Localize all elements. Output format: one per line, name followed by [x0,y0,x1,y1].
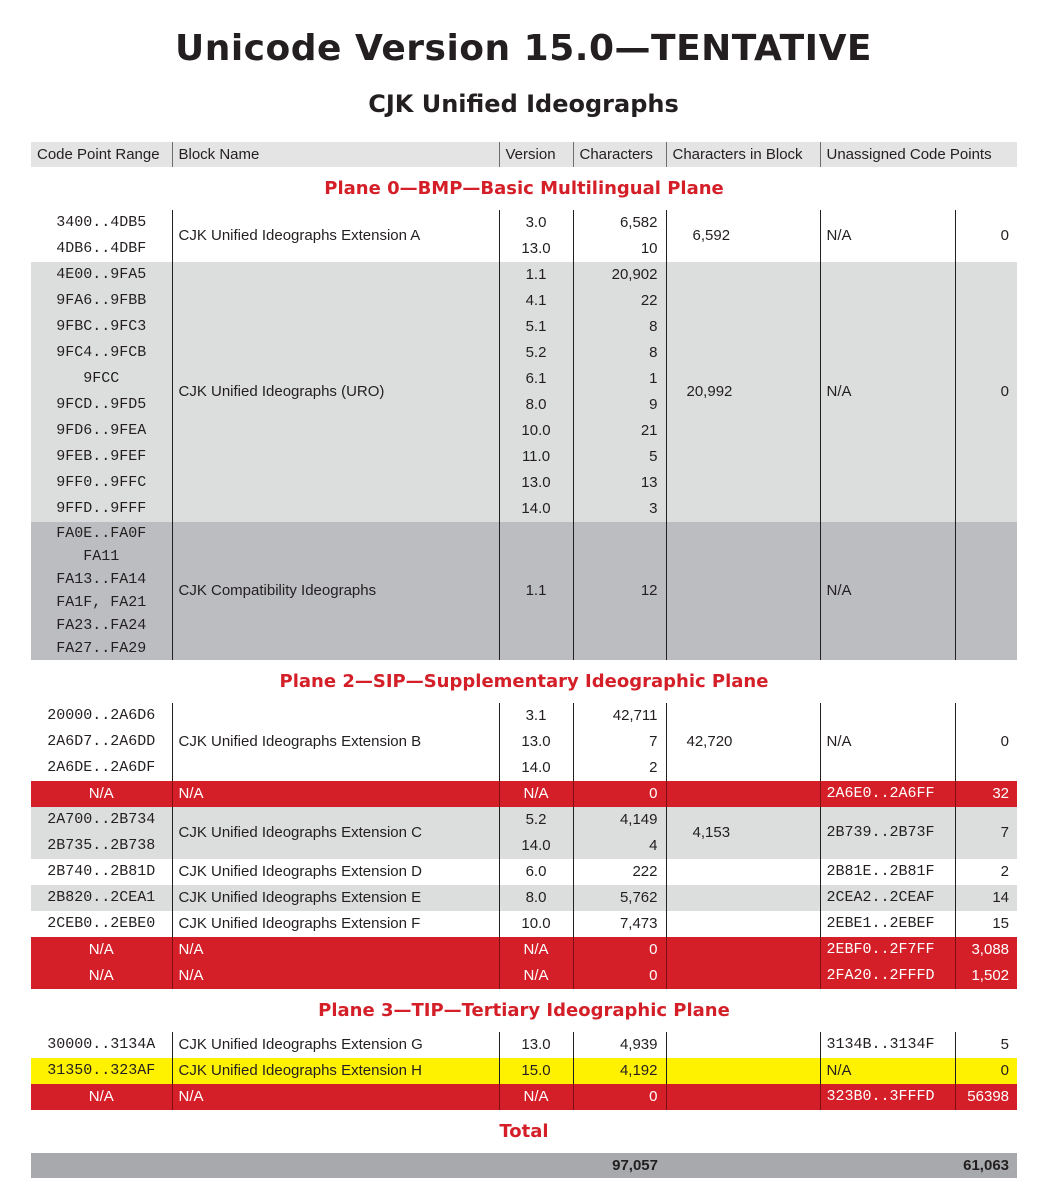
table-row-unassigned [31,937,1017,963]
header-code-point-range: Code Point Range [31,142,172,167]
range-cell: 9FA6..9FBB [31,288,172,314]
unassigned-cell: 3134B..3134F [820,1032,955,1058]
unassigned-cell: 2B81E..2B81F [820,859,955,885]
range-line: FA11 [83,548,120,565]
range-cell: 2CEB0..2EBE0 [31,911,172,937]
range-cell: 9FBC..9FC3 [31,314,172,340]
in-block-cell: 6,592 [666,210,820,262]
version-cell: 3.0 [499,210,573,236]
range-cell: 4DB6..4DBF [31,236,172,262]
in-block-cell [666,781,820,807]
table-row [31,210,1017,236]
total-unassigned: 61,063 [955,1153,1017,1178]
unassigned-count-cell: 32 [955,781,1017,807]
characters-cell: 0 [573,1084,666,1110]
unassigned-count-cell: 0 [955,703,1017,781]
unassigned-count-cell: 14 [955,885,1017,911]
characters-cell: 4,939 [573,1032,666,1058]
version-cell: 5.2 [499,340,573,366]
characters-cell: 0 [573,937,666,963]
version-cell: N/A [499,937,573,963]
range-cell: 2B735..2B738 [31,833,172,859]
characters-cell: 10 [573,236,666,262]
in-block-cell [666,911,820,937]
range-cell: 9FCD..9FD5 [31,392,172,418]
in-block-cell: 42,720 [666,703,820,781]
block-name-cell: CJK Unified Ideographs Extension E [172,885,499,911]
unassigned-count-cell: 3,088 [955,937,1017,963]
range-cell: N/A [31,1084,172,1110]
block-name-cell: CJK Unified Ideographs Extension C [172,807,499,859]
block-name-cell: CJK Unified Ideographs Extension G [172,1032,499,1058]
range-cell: 2B740..2B81D [31,859,172,885]
range-cell: 30000..3134A [31,1032,172,1058]
unassigned-cell: 2CEA2..2CEAF [820,885,955,911]
in-block-cell [666,1084,820,1110]
block-name-cell: N/A [172,781,499,807]
characters-cell: 12 [573,522,666,660]
version-cell: 6.1 [499,366,573,392]
in-block-cell: 20,992 [666,262,820,522]
characters-cell: 9 [573,392,666,418]
unassigned-cell: N/A [820,1058,955,1084]
range-cell: 9FCC [31,366,172,392]
version-cell: 10.0 [499,418,573,444]
block-name-cell: CJK Unified Ideographs Extension B [172,703,499,781]
table-row [31,807,1017,833]
version-cell: 13.0 [499,729,573,755]
characters-cell: 6,582 [573,210,666,236]
block-name-cell: CJK Unified Ideographs (URO) [172,262,499,522]
table-row-unassigned [31,1084,1017,1110]
version-cell: 11.0 [499,444,573,470]
in-block-cell [666,963,820,989]
range-cell: N/A [31,963,172,989]
table-row [31,522,1017,660]
version-cell: 14.0 [499,755,573,781]
unassigned-count-cell: 2 [955,859,1017,885]
table-row [31,703,1017,729]
characters-cell: 21 [573,418,666,444]
range-cell: 2A6D7..2A6DD [31,729,172,755]
block-name-cell: CJK Compatibility Ideographs [172,522,499,660]
header-unassigned-code-points: Unassigned Code Points [820,142,1017,167]
range-cell: 4E00..9FA5 [31,262,172,288]
unassigned-count-cell: 5 [955,1032,1017,1058]
cjk-table [31,142,1017,1178]
in-block-cell [666,1058,820,1084]
unassigned-cell: N/A [820,703,955,781]
table-row [31,885,1017,911]
version-cell: 10.0 [499,911,573,937]
unassigned-cell: N/A [820,522,955,660]
characters-cell: 0 [573,781,666,807]
version-cell: 1.1 [499,262,573,288]
version-cell: 4.1 [499,288,573,314]
characters-cell: 8 [573,314,666,340]
header-version: Version [499,142,573,167]
section-plane-0: Plane 0—BMP—Basic Multilingual Plane [31,167,1017,210]
block-name-cell: CJK Unified Ideographs Extension F [172,911,499,937]
characters-cell: 4,192 [573,1058,666,1084]
range-line: FA13..FA14 [56,571,147,588]
version-cell: 5.2 [499,807,573,833]
unassigned-count-cell: 0 [955,210,1017,262]
block-name-cell: N/A [172,1084,499,1110]
table-row [31,262,1017,288]
range-cell: 9FC4..9FCB [31,340,172,366]
header-characters-in-block: Characters in Block [666,142,820,167]
version-cell: 5.1 [499,314,573,340]
range-line: FA1F, FA21 [56,594,147,611]
in-block-cell [666,522,820,660]
version-cell: 14.0 [499,833,573,859]
version-cell: 13.0 [499,1032,573,1058]
unassigned-cell: N/A [820,262,955,522]
version-cell: N/A [499,963,573,989]
in-block-cell [666,937,820,963]
section-plane-2: Plane 2—SIP—Supplementary Ideographic Plane [31,660,1017,703]
page-subtitle: CJK Unified Ideographs [368,90,679,118]
unassigned-cell: 323B0..3FFFD [820,1084,955,1110]
unassigned-count-cell [955,522,1017,660]
characters-cell: 3 [573,496,666,522]
table-row-unassigned [31,963,1017,989]
version-cell: 6.0 [499,859,573,885]
characters-cell: 5,762 [573,885,666,911]
characters-cell: 4,149 [573,807,666,833]
header-block-name: Block Name [172,142,499,167]
table-row [31,911,1017,937]
block-name-cell: CJK Unified Ideographs Extension D [172,859,499,885]
total-row [31,1153,1017,1178]
unassigned-count-cell: 56398 [955,1084,1017,1110]
characters-cell: 22 [573,288,666,314]
range-cell: N/A [31,781,172,807]
version-cell: 13.0 [499,470,573,496]
section-total: Total [31,1110,1017,1153]
characters-cell: 222 [573,859,666,885]
table-row [31,1032,1017,1058]
range-cell: 9FD6..9FEA [31,418,172,444]
characters-cell: 20,902 [573,262,666,288]
block-name-cell: CJK Unified Ideographs Extension A [172,210,499,262]
range-cell: 20000..2A6D6 [31,703,172,729]
section-plane-3: Plane 3—TIP—Tertiary Ideographic Plane [31,989,1017,1032]
characters-cell: 7 [573,729,666,755]
version-cell: 15.0 [499,1058,573,1084]
unassigned-cell: 2A6E0..2A6FF [820,781,955,807]
table-row-new [31,1058,1017,1084]
unassigned-count-cell: 0 [955,262,1017,522]
version-cell: 8.0 [499,392,573,418]
in-block-cell [666,859,820,885]
range-line: FA23..FA24 [56,617,147,634]
unassigned-cell: 2FA20..2FFFD [820,963,955,989]
unassigned-count-cell: 7 [955,807,1017,859]
unassigned-count-cell: 15 [955,911,1017,937]
unassigned-cell: 2EBE1..2EBEF [820,911,955,937]
page-title: Unicode Version 15.0—TENTATIVE [174,28,873,69]
total-characters: 97,057 [573,1153,666,1178]
unassigned-count-cell: 0 [955,1058,1017,1084]
range-cell: 9FF0..9FFC [31,470,172,496]
characters-cell: 13 [573,470,666,496]
characters-cell: 5 [573,444,666,470]
characters-cell: 1 [573,366,666,392]
unassigned-cell: 2EBF0..2F7FF [820,937,955,963]
version-cell: 13.0 [499,236,573,262]
version-cell: N/A [499,1084,573,1110]
range-cell: 9FEB..9FEF [31,444,172,470]
range-cell: 2A6DE..2A6DF [31,755,172,781]
range-cell: 2B820..2CEA1 [31,885,172,911]
characters-cell: 42,711 [573,703,666,729]
in-block-cell [666,1032,820,1058]
block-name-cell: CJK Unified Ideographs Extension H [172,1058,499,1084]
range-cell: 31350..323AF [31,1058,172,1084]
range-line: FA0E..FA0F [56,525,147,542]
header-characters: Characters [573,142,666,167]
characters-cell: 2 [573,755,666,781]
header-row [31,142,1017,167]
range-cell [31,522,172,660]
unassigned-count-cell: 1,502 [955,963,1017,989]
unassigned-cell: N/A [820,210,955,262]
range-line: FA27..FA29 [56,640,147,657]
block-name-cell: N/A [172,937,499,963]
in-block-cell: 4,153 [666,807,820,859]
characters-cell: 4 [573,833,666,859]
version-cell: 14.0 [499,496,573,522]
range-cell: 3400..4DB5 [31,210,172,236]
range-cell: 2A700..2B734 [31,807,172,833]
table-row-unassigned [31,781,1017,807]
range-cell: 9FFD..9FFF [31,496,172,522]
characters-cell: 8 [573,340,666,366]
version-cell: N/A [499,781,573,807]
table-row [31,859,1017,885]
characters-cell: 0 [573,963,666,989]
block-name-cell: N/A [172,963,499,989]
unassigned-cell: 2B739..2B73F [820,807,955,859]
version-cell: 1.1 [499,522,573,660]
in-block-cell [666,885,820,911]
characters-cell: 7,473 [573,911,666,937]
range-cell: N/A [31,937,172,963]
version-cell: 8.0 [499,885,573,911]
version-cell: 3.1 [499,703,573,729]
